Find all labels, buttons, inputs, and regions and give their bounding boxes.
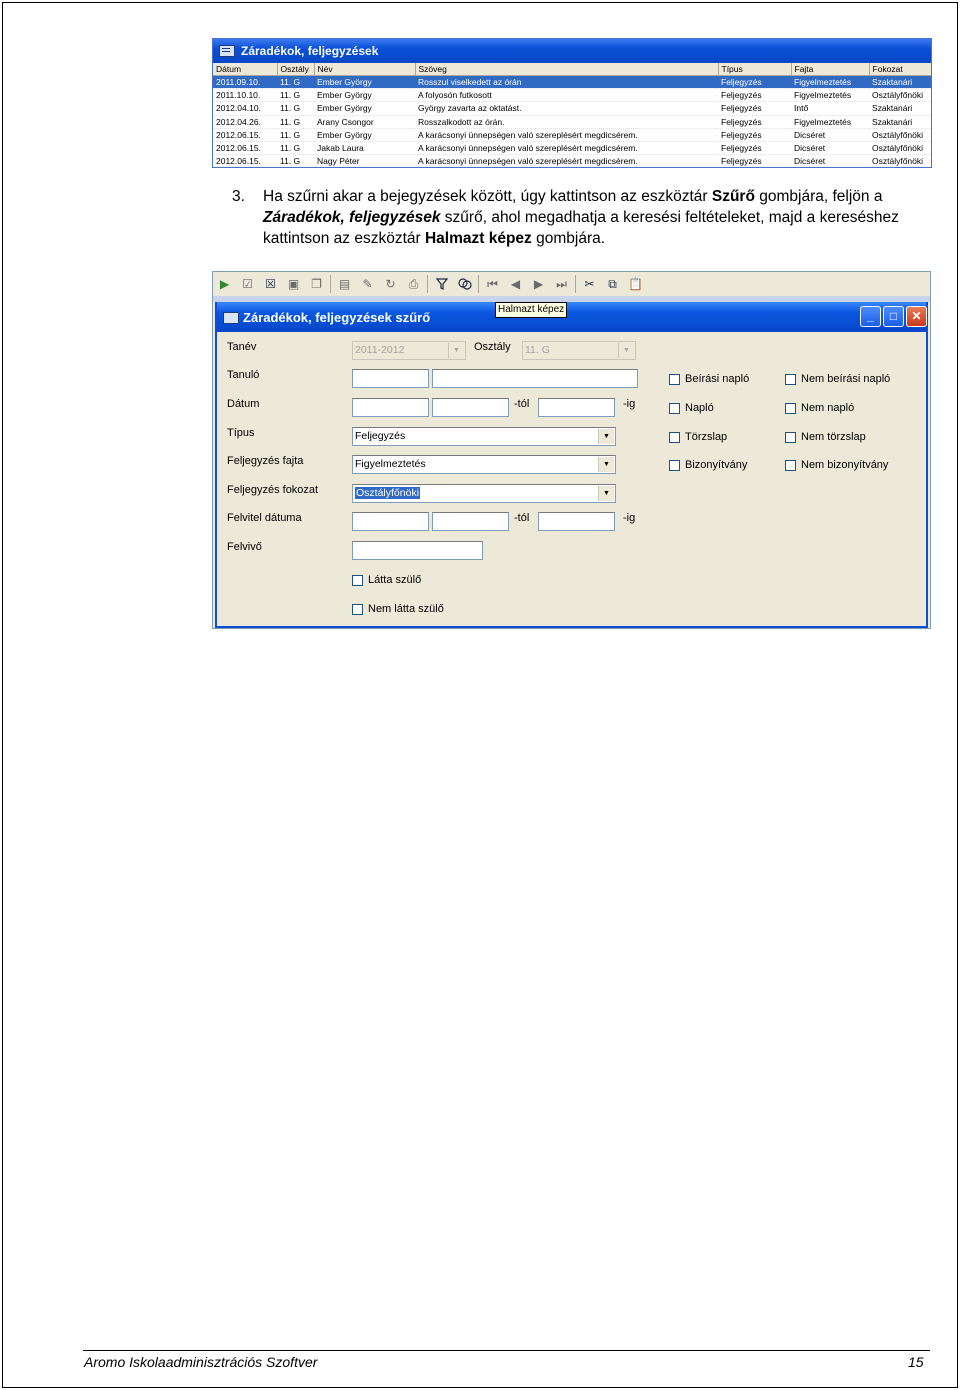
delete-icon[interactable]: ☒ xyxy=(265,277,276,291)
table-row[interactable] xyxy=(213,128,931,141)
table-cell: A karácsonyi ünnepségen való szereplésért megdicsérem. xyxy=(415,155,718,168)
next-icon[interactable]: ▶ xyxy=(533,277,544,291)
label-tanev: Tanév xyxy=(227,341,257,353)
table-cell: Dicséret xyxy=(791,128,869,141)
table-cell: Osztályfőnöki xyxy=(869,155,931,168)
table-cell: 11. G xyxy=(277,141,314,154)
dialog-titlebar xyxy=(217,302,926,332)
filter-screenshot xyxy=(212,271,931,629)
records-table xyxy=(213,63,932,168)
toolbar-separator xyxy=(427,275,428,293)
column-header[interactable]: Osztály xyxy=(277,63,314,76)
table-cell: Dicséret xyxy=(791,155,869,168)
label-ig: -ig xyxy=(623,512,636,524)
table-cell: Dicséret xyxy=(791,141,869,154)
table-cell: Ember György xyxy=(314,89,415,102)
table-cell: Ember György xyxy=(314,128,415,141)
list-window-screenshot xyxy=(212,38,932,168)
check-icon[interactable]: ☑ xyxy=(242,277,253,291)
label-osztaly: Osztály xyxy=(474,341,511,353)
nem-beirasi-checkbox[interactable]: Nem beírási napló xyxy=(785,373,890,385)
beirasi-checkbox[interactable]: Beírási napló xyxy=(669,373,749,385)
table-cell: 11. G xyxy=(277,155,314,168)
toolbar-separator xyxy=(330,275,331,293)
table-cell: Figyelmeztetés xyxy=(791,76,869,89)
table-cell: 11. G xyxy=(277,89,314,102)
latta-checkbox[interactable]: Látta szülő xyxy=(352,574,421,586)
osztaly-combo[interactable]: 11. G ▼ xyxy=(522,341,636,360)
minimize-button[interactable]: _ xyxy=(860,306,881,327)
table-cell: Feljegyzés xyxy=(718,115,791,128)
table-cell: 2012.06.15. xyxy=(213,128,277,141)
naplo-checkbox[interactable]: Napló xyxy=(669,402,714,414)
table-cell: Intő xyxy=(791,102,869,115)
save-icon[interactable]: ▣ xyxy=(287,277,300,291)
step-number: 3. xyxy=(232,188,245,205)
close-button[interactable]: ✕ xyxy=(906,306,927,327)
run-icon[interactable]: ▶ xyxy=(219,277,230,291)
table-cell: Ember György xyxy=(314,102,415,115)
column-header[interactable]: Szöveg xyxy=(415,63,718,76)
tipus-combo[interactable]: Feljegyzés ▼ xyxy=(352,427,616,446)
table-cell: 2011.10.10. xyxy=(213,89,277,102)
felvitel-to-input[interactable] xyxy=(538,512,615,531)
chevron-down-icon: ▼ xyxy=(448,343,464,358)
table-row[interactable] xyxy=(213,89,931,102)
footer-title: Aromo Iskolaadminisztrációs Szoftver xyxy=(84,1354,318,1370)
toolbar-separator xyxy=(478,275,479,293)
table-cell: 11. G xyxy=(277,102,314,115)
nem-torzslap-checkbox[interactable]: Nem törzslap xyxy=(785,431,866,443)
new-icon[interactable]: ▤ xyxy=(338,277,351,291)
first-icon[interactable]: ⏮ xyxy=(487,276,498,291)
prev-icon[interactable]: ◀ xyxy=(510,277,521,291)
footer-rule xyxy=(83,1350,930,1351)
table-cell: Osztályfőnöki xyxy=(869,141,931,154)
table-cell: Figyelmeztetés xyxy=(791,115,869,128)
dialog-name-term: Záradékok, feljegyzések xyxy=(263,209,441,226)
table-row[interactable] xyxy=(213,76,931,89)
table-cell: Osztályfőnöki xyxy=(869,128,931,141)
table-cell: György zavarta az oktatást. xyxy=(415,102,718,115)
table-cell: Jakab Laura xyxy=(314,141,415,154)
datum-from-time-input[interactable] xyxy=(432,398,509,417)
felvitel-from-input[interactable] xyxy=(352,512,429,531)
list-window-title: Záradékok, feljegyzések xyxy=(241,44,379,58)
chevron-down-icon: ▼ xyxy=(618,343,634,358)
table-cell: 2012.04.26. xyxy=(213,115,277,128)
table-cell: Szaktanári xyxy=(869,102,931,115)
filter-dialog xyxy=(215,302,928,628)
chevron-down-icon: ▼ xyxy=(598,429,614,444)
torzslap-checkbox[interactable]: Törzslap xyxy=(669,431,727,443)
dialog-title: Záradékok, feljegyzések szűrő xyxy=(243,310,431,325)
set-term: Halmazt képez xyxy=(424,230,532,247)
table-cell: Nagy Péter xyxy=(314,155,415,168)
table-cell: Feljegyzés xyxy=(718,89,791,102)
table-cell: Feljegyzés xyxy=(718,155,791,168)
cut-icon[interactable]: ✂ xyxy=(584,277,595,291)
label-tanulo: Tanuló xyxy=(227,369,260,381)
table-cell: Feljegyzés xyxy=(718,141,791,154)
tanulo-name-input[interactable] xyxy=(432,369,638,388)
felvivo-input[interactable] xyxy=(352,541,483,560)
nem-latta-checkbox[interactable]: Nem látta szülő xyxy=(352,603,444,615)
column-header[interactable]: Fajta xyxy=(791,63,869,76)
table-cell: 2012.04.10. xyxy=(213,102,277,115)
chevron-down-icon: ▼ xyxy=(598,457,614,472)
column-header[interactable]: Típus xyxy=(718,63,791,76)
filter-term: Szűrő xyxy=(711,188,755,205)
copy-record-icon[interactable]: ❐ xyxy=(311,277,322,291)
column-header[interactable]: Fokozat xyxy=(869,63,931,76)
label-ig: -ig xyxy=(623,398,636,410)
label-felvivo: Felvivő xyxy=(227,541,262,553)
table-cell: A folyosón futkosott xyxy=(415,89,718,102)
table-cell: Arany Csongor xyxy=(314,115,415,128)
fajta-combo[interactable]: Figyelmeztetés ▼ xyxy=(352,455,616,474)
print-icon[interactable]: ⎙ xyxy=(408,276,419,291)
table-cell: 11. G xyxy=(277,128,314,141)
maximize-button[interactable]: □ xyxy=(883,306,904,327)
edit-icon[interactable]: ✎ xyxy=(362,277,373,291)
table-cell: Szaktanári xyxy=(869,76,931,89)
table-cell: 11. G xyxy=(277,115,314,128)
table-cell: A karácsonyi ünnepségen való szereplésért megdicsérem. xyxy=(415,128,718,141)
table-row[interactable] xyxy=(213,115,931,128)
label-felvitel: Felvitel dátuma xyxy=(227,512,302,524)
table-cell: Rosszul viselkedett az órán xyxy=(415,76,718,89)
tooltip: Halmazt képez xyxy=(495,302,567,318)
table-cell: A karácsonyi ünnepségen való szereplésért megdicsérem. xyxy=(415,141,718,154)
window-icon xyxy=(219,45,235,57)
label-tol: -tól xyxy=(514,512,530,524)
column-header[interactable]: Név xyxy=(314,63,415,76)
table-cell: Figyelmeztetés xyxy=(791,89,869,102)
label-tipus: Típus xyxy=(227,427,255,439)
table-cell: 2011.09.10. xyxy=(213,76,277,89)
bizonyitvany-checkbox[interactable]: Bizonyítvány xyxy=(669,459,747,471)
table-cell: 2012.06.15. xyxy=(213,141,277,154)
table-row[interactable] xyxy=(213,141,931,154)
toolbar-separator xyxy=(575,275,576,293)
last-icon[interactable]: ⏭ xyxy=(556,276,567,291)
label-fokozat: Feljegyzés fokozat xyxy=(227,484,319,496)
set-icon[interactable] xyxy=(453,274,476,294)
window-icon xyxy=(223,312,239,324)
instruction-step xyxy=(232,186,932,249)
table-cell: Feljegyzés xyxy=(718,102,791,115)
table-cell: Feljegyzés xyxy=(718,76,791,89)
datum-from-input[interactable] xyxy=(352,398,429,417)
table-cell: Osztályfőnöki xyxy=(869,89,931,102)
refresh-icon[interactable]: ↻ xyxy=(385,277,396,291)
page-number: 15 xyxy=(908,1354,924,1370)
table-cell: Ember György xyxy=(314,76,415,89)
table-cell: Szaktanári xyxy=(869,115,931,128)
nem-bizonyitvany-checkbox[interactable]: Nem bizonyítvány xyxy=(785,459,888,471)
table-row[interactable] xyxy=(213,102,931,115)
list-window-titlebar xyxy=(213,39,931,63)
tanulo-code-input[interactable] xyxy=(352,369,429,388)
copy-icon[interactable]: ⧉ xyxy=(608,276,617,291)
fokozat-combo[interactable]: Osztályfőnöki ▼ xyxy=(352,484,616,503)
label-datum: Dátum xyxy=(227,398,260,410)
filter-icon[interactable] xyxy=(430,274,453,294)
chevron-down-icon: ▼ xyxy=(598,486,614,501)
tanev-combo[interactable]: 2011-2012 ▼ xyxy=(352,341,466,360)
felvitel-from-time-input[interactable] xyxy=(432,512,509,531)
table-cell: 2012.06.15. xyxy=(213,155,277,168)
step-text: Ha szűrni akar a bejegyzések között, úgy kattintson az eszköztár Szűrő gombjára, feljön a Záradékok, feljegyzések szűrő, ahol megadhatja a keresési feltételeket, majd a kereséshez kattintson az eszköztár Halmazt képez gombjára. xyxy=(263,188,899,247)
table-row[interactable] xyxy=(213,155,931,168)
label-tol: -tól xyxy=(514,398,530,410)
toolbar xyxy=(213,272,930,296)
table-cell: Feljegyzés xyxy=(718,128,791,141)
nem-naplo-checkbox[interactable]: Nem napló xyxy=(785,402,854,414)
column-header[interactable]: Dátum xyxy=(213,63,277,76)
datum-to-input[interactable] xyxy=(538,398,615,417)
table-cell: Rosszalkodott az órán. xyxy=(415,115,718,128)
table-cell: 11. G xyxy=(277,76,314,89)
label-fajta: Feljegyzés fajta xyxy=(227,455,304,467)
paste-icon[interactable]: 📋 xyxy=(628,277,643,291)
